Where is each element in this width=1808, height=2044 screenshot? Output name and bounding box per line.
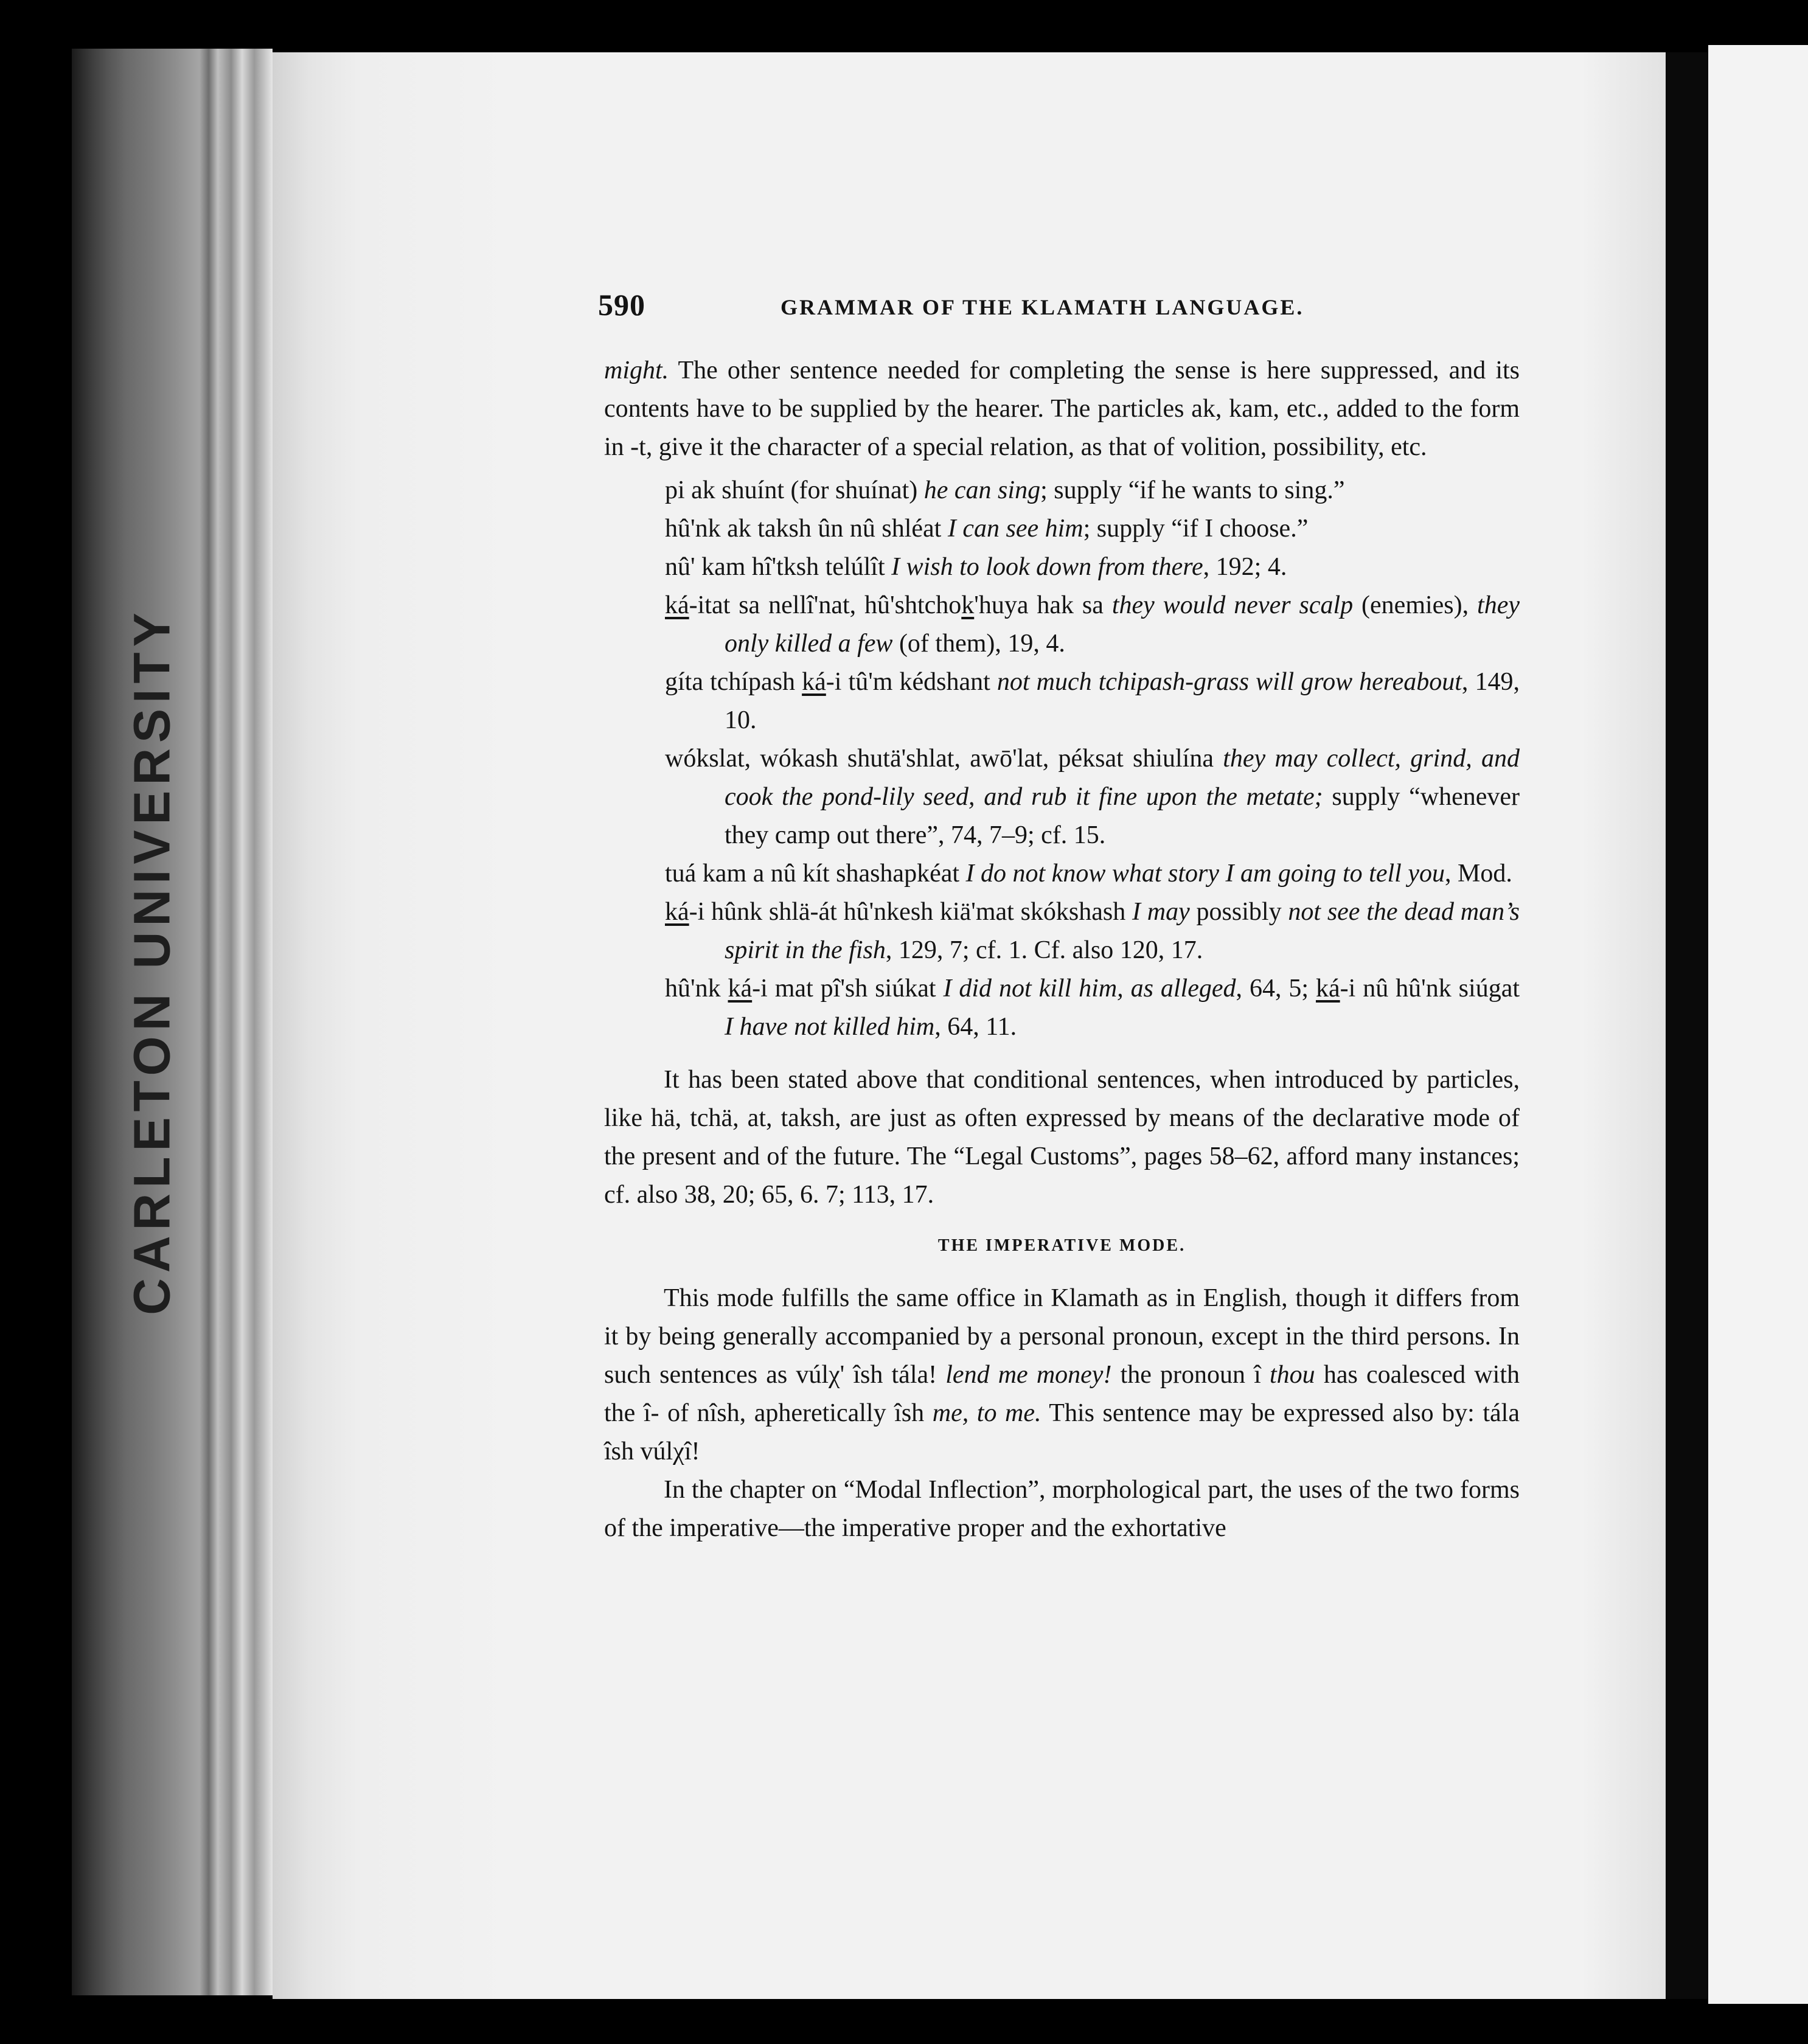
paragraph-conditional: It has been stated above that conditional sentences, when introduced by particles, like hä, tchä, at, taksh, are just as often expressed by means of the declarative mode of the present and of the future. The “Legal Customs”, pages 58–62, afford many instances; cf. also 38, 20; 65, 6. 7; 113, 17. xyxy=(604,1066,1520,1209)
italic-might: might. xyxy=(604,356,669,384)
paragraph-imperative: This mode fulfills the same office in Klamath as in English, though it differs from it by being generally accompanied by a personal pronoun, except in the third persons. In such sentences as vúlχ' îsh tála! lend me money! the pronoun î thou has coalesced with the î- of nîsh, apheretically îsh me, to me. This sentence may be expressed also by: tála îsh vúlχî! xyxy=(604,1284,1520,1465)
example-item: ká-itat sa nellî'nat, hû'shtchok'huya hak sa they would never scalp (enemies), they only killed a few (of them), 19, 4. xyxy=(665,591,1520,658)
page-number: 590 xyxy=(598,288,645,322)
paragraph-intro-text: The other sentence needed for completing the sense is here suppressed, and its contents have to be supplied by the hearer. The particles ak, kam, etc., added to the form in -t, give it the character of a special relation, as that of volition, possibility, etc. xyxy=(604,356,1520,461)
example-item: ká-i hûnk shlä-át hû'nkesh kiä'mat skókshash I may possibly not see the dead man’s spirit in the fish, 129, 7; cf. 1. Cf. also 120, 17. xyxy=(665,898,1520,964)
running-head: GRAMMAR OF THE KLAMATH LANGUAGE. xyxy=(781,295,1304,319)
example-item: hû'nk ak taksh ûn nû shléat I can see him; supply “if I choose.” xyxy=(665,515,1309,543)
example-item: wókslat, wókash shutä'shlat, awō'lat, péksat shiulína they may collect, grind, and cook the pond-lily seed, and rub it fine upon the metate; supply “whenever they camp out there”, 74, 7–9; cf. 15. xyxy=(665,745,1520,849)
example-item: pi ak shuínt (for shuínat) he can sing; supply “if he wants to sing.” xyxy=(665,476,1345,504)
paragraph-modal-inflection: In the chapter on “Modal Inflection”, morphological part, the uses of the two forms of the imperative—the imperative proper and the exhortative xyxy=(604,1476,1520,1542)
example-item: hû'nk ká-i mat pî'sh siúkat I did not kill him, as alleged, 64, 5; ká-i nû hû'nk siúgat I have not killed him, 64, 11. xyxy=(665,975,1520,1041)
section-heading: THE IMPERATIVE MODE. xyxy=(937,1236,1186,1255)
example-item: nû' kam hî'tksh telúlît I wish to look down from there, 192; 4. xyxy=(665,553,1287,581)
page-body xyxy=(604,352,1520,1548)
page-header xyxy=(598,287,1340,324)
example-item: gíta tchípash ká-i tû'm kédshant not much tchipash-grass will grow hereabout, 149, 10. xyxy=(665,668,1520,734)
spine-label: CARLETON UNIVERSITY xyxy=(123,607,181,1315)
next-page-edge xyxy=(1708,45,1808,2004)
example-list xyxy=(604,471,1520,1046)
example-item: tuá kam a nû kít shashapkéat I do not know what story I am going to tell you, Mod. xyxy=(665,860,1512,888)
paragraph-intro xyxy=(604,352,1520,467)
page-gutter xyxy=(1666,52,1708,1999)
